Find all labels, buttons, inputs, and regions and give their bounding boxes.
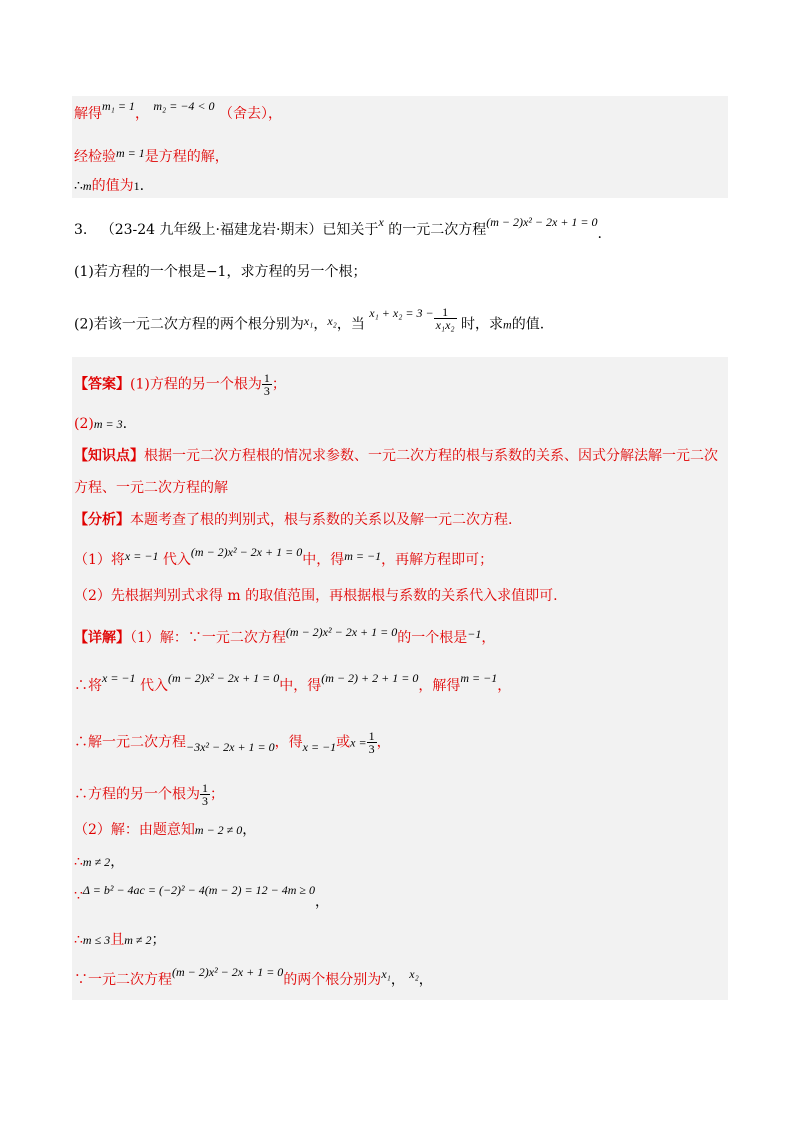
denominator: x₁x₂ xyxy=(435,318,455,332)
math-m2: m₂ = −4 < 0 xyxy=(153,99,215,113)
detail-line-8 xyxy=(74,930,165,950)
text: ， xyxy=(390,972,405,988)
math-root: −1 xyxy=(467,627,482,641)
text: ； xyxy=(151,932,166,948)
math-x1: x₁ xyxy=(381,967,391,981)
numerator: 1 xyxy=(263,371,270,385)
text: 中，得 xyxy=(302,552,345,568)
question-source: （23-24 九年级上·福建龙岩·期末）已知关于 xyxy=(100,222,379,238)
math-discriminant: Δ = b² − 4ac = (−2)² − 4(m − 2) = 12 − 4m ≥ 0 xyxy=(82,883,315,897)
answer-line xyxy=(74,372,286,397)
text: （2）解：由题意知 xyxy=(74,822,195,838)
text: ∴解一元二次方程 xyxy=(74,734,186,751)
text: 的一个根是 xyxy=(397,630,468,646)
math-m-eq-1: m = 1 xyxy=(116,146,145,160)
solution-line-3 xyxy=(74,176,144,196)
math-equation: (m − 2)x² − 2x + 1 = 0 xyxy=(167,671,280,685)
text: 方程、一元二次方程的解 xyxy=(74,480,228,496)
math-m: m xyxy=(503,317,512,332)
text: （1）将 xyxy=(74,552,125,568)
numerator: 1 xyxy=(202,781,208,795)
text: ∵一元二次方程 xyxy=(74,972,172,988)
text: 根据一元二次方程根的情况求参数、一元二次方程的根与系数的关系、因式分解法解一元二次 xyxy=(144,448,718,464)
text: 是方程的解， xyxy=(144,149,229,165)
math-m-eq: m = −1 xyxy=(344,549,382,563)
detail-line-1 xyxy=(74,625,496,648)
text: （1）解：∵一元二次方程 xyxy=(130,630,286,646)
text: ， xyxy=(376,734,391,751)
text: . xyxy=(122,416,128,432)
text: 代入 xyxy=(139,678,168,694)
question-part-1 xyxy=(74,262,366,282)
text: ， xyxy=(418,972,433,988)
math-equation-2: (m − 2) + 2 + 1 = 0 xyxy=(321,671,419,685)
question-header xyxy=(74,215,602,242)
math-x-eq: x = −1 xyxy=(124,549,159,563)
text: (1)若方程的一个根是−1，求方程的另一个根； xyxy=(74,264,367,280)
text: ， xyxy=(134,106,149,122)
text: ∴将 xyxy=(74,678,102,694)
text: ； xyxy=(271,376,286,393)
text: 代入 xyxy=(162,552,191,568)
answer-line-2 xyxy=(74,414,127,434)
question-number: 3. xyxy=(74,222,88,238)
text: ，得 xyxy=(274,734,303,751)
text: (2)若该一元二次方程的两个根分别为 xyxy=(74,316,304,333)
text: 时，求 xyxy=(461,316,504,333)
text: ， xyxy=(313,316,328,333)
analysis-tag: 【分析】 xyxy=(74,512,130,528)
text: 解得 xyxy=(74,106,102,122)
detail-line-3 xyxy=(74,730,391,755)
math-x-eq: x = −1 xyxy=(302,739,337,754)
denominator: 3 xyxy=(263,384,270,398)
analysis-line-1 xyxy=(74,545,494,570)
text: （2）先根据判别式求得 m 的取值范围，再根据根与系数的关系代入求值即可. xyxy=(74,588,558,604)
math-equation: (m − 2)x² − 2x + 1 = 0 xyxy=(172,965,284,979)
math-equation: −3x² − 2x + 1 = 0 xyxy=(186,739,275,754)
detail-line-7 xyxy=(74,883,329,910)
text: ， xyxy=(314,894,329,910)
math-equation: (m − 2)x² − 2x + 1 = 0 xyxy=(285,625,398,639)
answer-tag: 【答案】 xyxy=(74,376,130,393)
math-m1: m₁ = 1 xyxy=(102,99,135,113)
math-equation: (m − 2)x² − 2x + 1 = 0 xyxy=(486,215,598,229)
math-x-eq: x = −1 xyxy=(102,671,136,685)
text: 中，得 xyxy=(279,678,322,694)
math-x-eq-2: x = xyxy=(350,735,367,750)
math-equation: (m − 2)x² − 2x + 1 = 0 xyxy=(190,545,303,559)
detail-line-2 xyxy=(74,671,512,696)
math-fraction xyxy=(434,306,457,331)
math-m-eq: m = −1 xyxy=(460,671,498,685)
text: ，再解方程即可； xyxy=(381,552,494,568)
math-m-eq-3: m = 3 xyxy=(93,417,123,431)
text: ∴ xyxy=(74,854,83,870)
text: ∴ xyxy=(74,932,83,948)
math-condition-lhs: x₁ + x₂ = 3 − xyxy=(369,305,434,320)
analysis-line-2 xyxy=(74,586,558,606)
math-value: 1 xyxy=(133,179,140,193)
detail-line-5 xyxy=(74,820,256,840)
text: ∵ xyxy=(74,888,83,904)
math-m-ne-2: m ≠ 2 xyxy=(82,855,111,869)
detail-line-9 xyxy=(74,965,433,990)
text: ∴方程的另一个根为 xyxy=(74,786,200,803)
text: ，解得 xyxy=(418,678,461,694)
math-x: x xyxy=(378,215,384,229)
text: 的值为 xyxy=(91,178,134,194)
therefore-symbol: ∴ xyxy=(74,178,83,194)
text: . xyxy=(139,178,145,194)
math-x2: x₂ xyxy=(327,313,337,328)
text: ， xyxy=(497,678,512,694)
text: 经检验 xyxy=(74,149,116,165)
math-x2: x₂ xyxy=(409,967,419,981)
text: ， xyxy=(481,630,496,646)
text: (2) xyxy=(74,416,94,432)
knowledge-tag: 【知识点】 xyxy=(74,448,144,464)
math-fraction-1-3 xyxy=(262,372,272,397)
knowledge-line-1 xyxy=(74,446,718,466)
text: ， xyxy=(242,822,257,838)
math-m-ne: m − 2 ≠ 0 xyxy=(194,823,243,837)
denominator: 3 xyxy=(368,742,375,756)
question-part-2 xyxy=(74,305,545,337)
text: (1)方程的另一个根为 xyxy=(130,376,262,393)
text: 本题考查了根的判别式，根与系数的关系以及解一元二次方程. xyxy=(130,512,513,528)
solution-line-1 xyxy=(74,99,282,124)
text: 且 xyxy=(110,932,125,948)
detail-tag: 【详解】 xyxy=(74,630,130,646)
denominator: 3 xyxy=(202,794,208,808)
numerator: 1 xyxy=(368,729,375,743)
knowledge-line-2 xyxy=(74,478,228,498)
math-fraction-1-3 xyxy=(367,730,377,755)
detail-line-6 xyxy=(74,852,124,872)
solution-line-2 xyxy=(74,147,229,167)
analysis-line xyxy=(74,510,512,530)
math-fraction-1-3 xyxy=(200,782,210,807)
text: 或 xyxy=(336,734,351,751)
math-x1: x₁ xyxy=(303,313,314,328)
math-m-ne-3: m ≠ 2 xyxy=(124,933,152,947)
text: 的值. xyxy=(511,316,545,333)
text: ； xyxy=(210,786,224,803)
text: ， xyxy=(110,854,125,870)
detail-line-4 xyxy=(74,782,224,807)
text: ，当 xyxy=(336,316,365,333)
numerator: 1 xyxy=(434,306,457,319)
math-m-le: m ≤ 3 xyxy=(82,933,111,947)
text: . xyxy=(597,226,602,242)
text: （舍去）， xyxy=(218,106,282,122)
text: 的一元二次方程 xyxy=(388,222,487,238)
text: 的两个根分别为 xyxy=(283,972,382,988)
math-m: m xyxy=(82,179,92,193)
